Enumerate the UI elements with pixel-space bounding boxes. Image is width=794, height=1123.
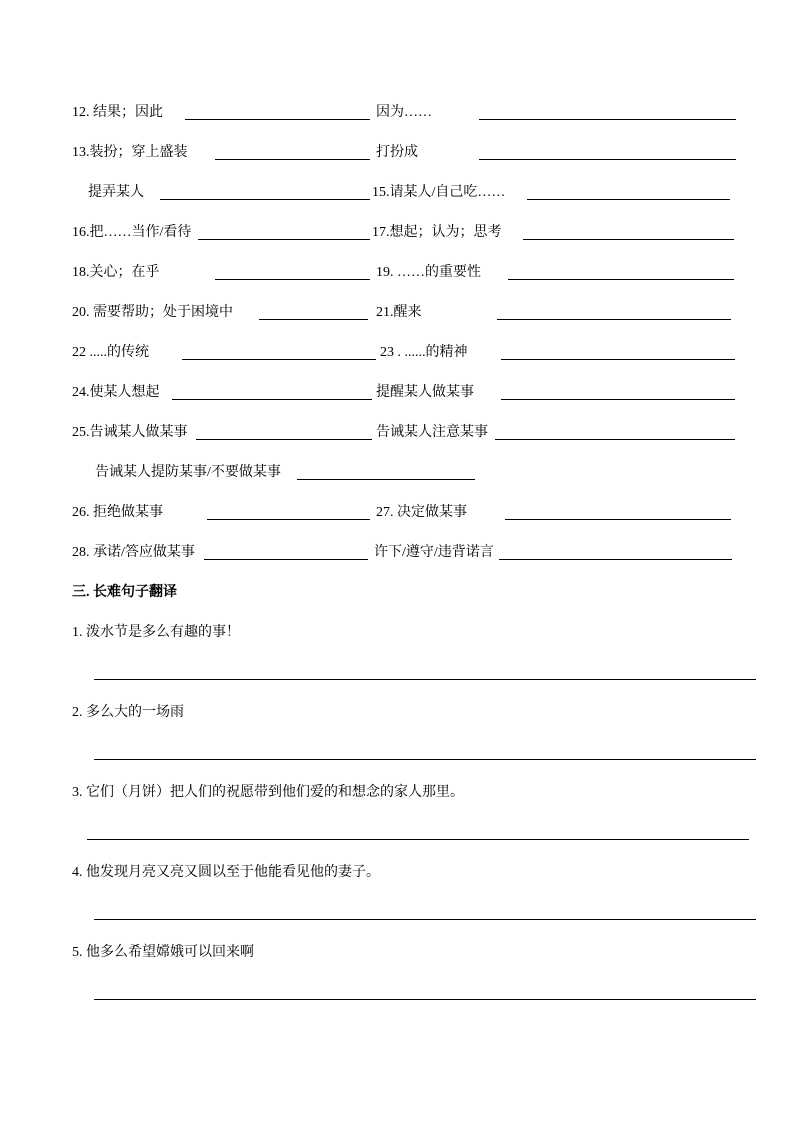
answer-blank-28b[interactable]: [499, 559, 732, 560]
phrase-15-label: 15.请某人/自己吃……: [372, 185, 506, 200]
answer-blank-25b[interactable]: [495, 439, 735, 440]
answer-blank-15[interactable]: [527, 199, 730, 200]
phrase-25c-label: 告诫某人提防某事/不要做某事: [95, 465, 281, 480]
phrase-18-label: 18.关心；在乎: [72, 265, 160, 280]
answer-blank-24[interactable]: [172, 399, 372, 400]
phrase-16-label: 16.把……当作/看待: [72, 225, 192, 240]
phrase-20-label: 20. 需要帮助；处于困境中: [72, 305, 233, 320]
phrase-14-label: 提弄某人: [88, 185, 144, 200]
sentence-1: 1. 泼水节是多么有趣的事！: [72, 625, 240, 640]
section-title: 三. 长难句子翻译: [72, 585, 177, 600]
phrase-17-label: 17.想起；认为；思考: [372, 225, 502, 240]
answer-blank-12[interactable]: [185, 119, 370, 120]
answer-blank-25c[interactable]: [297, 479, 475, 480]
answer-blank-28[interactable]: [204, 559, 368, 560]
phrase-28b-label: 许下/遵守/违背诺言: [374, 545, 494, 560]
phrase-25b-label: 告诫某人注意某事: [376, 425, 488, 440]
answer-blank-16[interactable]: [198, 239, 370, 240]
phrase-12-label: 12. 结果；因此: [72, 105, 163, 120]
answer-blank-19[interactable]: [508, 279, 734, 280]
sentence-4: 4. 他发现月亮又亮又圆以至于他能看见他的妻子。: [72, 865, 380, 880]
phrase-28-label: 28. 承诺/答应做某事: [72, 545, 195, 560]
phrase-12b-label: 因为……: [376, 105, 432, 120]
phrase-13b-label: 打扮成: [376, 145, 418, 160]
answer-blank-12b[interactable]: [479, 119, 736, 120]
phrase-27-label: 27. 决定做某事: [376, 505, 467, 520]
answer-blank-20[interactable]: [259, 319, 368, 320]
translation-line-3[interactable]: [87, 839, 749, 840]
answer-blank-21[interactable]: [497, 319, 731, 320]
sentence-5: 5. 他多么希望嫦娥可以回来啊: [72, 945, 254, 960]
phrase-26-label: 26. 拒绝做某事: [72, 505, 163, 520]
sentence-2: 2. 多么大的一场雨: [72, 705, 184, 720]
phrase-25-label: 25.告诫某人做某事: [72, 425, 188, 440]
answer-blank-18[interactable]: [215, 279, 370, 280]
phrase-19-label: 19. ……的重要性: [376, 265, 481, 280]
answer-blank-14[interactable]: [160, 199, 370, 200]
phrase-13-label: 13.装扮；穿上盛装: [72, 145, 188, 160]
translation-line-2[interactable]: [94, 759, 756, 760]
answer-blank-27[interactable]: [505, 519, 731, 520]
phrase-22-label: 22 .....的传统: [72, 345, 149, 360]
answer-blank-22[interactable]: [182, 359, 376, 360]
translation-line-5[interactable]: [94, 999, 756, 1000]
answer-blank-26[interactable]: [207, 519, 370, 520]
answer-blank-13b[interactable]: [479, 159, 736, 160]
phrase-24b-label: 提醒某人做某事: [376, 385, 474, 400]
translation-line-4[interactable]: [94, 919, 756, 920]
phrase-24-label: 24.使某人想起: [72, 385, 160, 400]
sentence-3: 3. 它们（月饼）把人们的祝愿带到他们爱的和想念的家人那里。: [72, 785, 464, 800]
phrase-21-label: 21.醒来: [376, 305, 422, 320]
answer-blank-23[interactable]: [501, 359, 735, 360]
answer-blank-13[interactable]: [215, 159, 370, 160]
answer-blank-24b[interactable]: [501, 399, 735, 400]
answer-blank-17[interactable]: [523, 239, 734, 240]
translation-line-1[interactable]: [94, 679, 756, 680]
answer-blank-25[interactable]: [196, 439, 372, 440]
phrase-23-label: 23 . ......的精神: [380, 345, 468, 360]
